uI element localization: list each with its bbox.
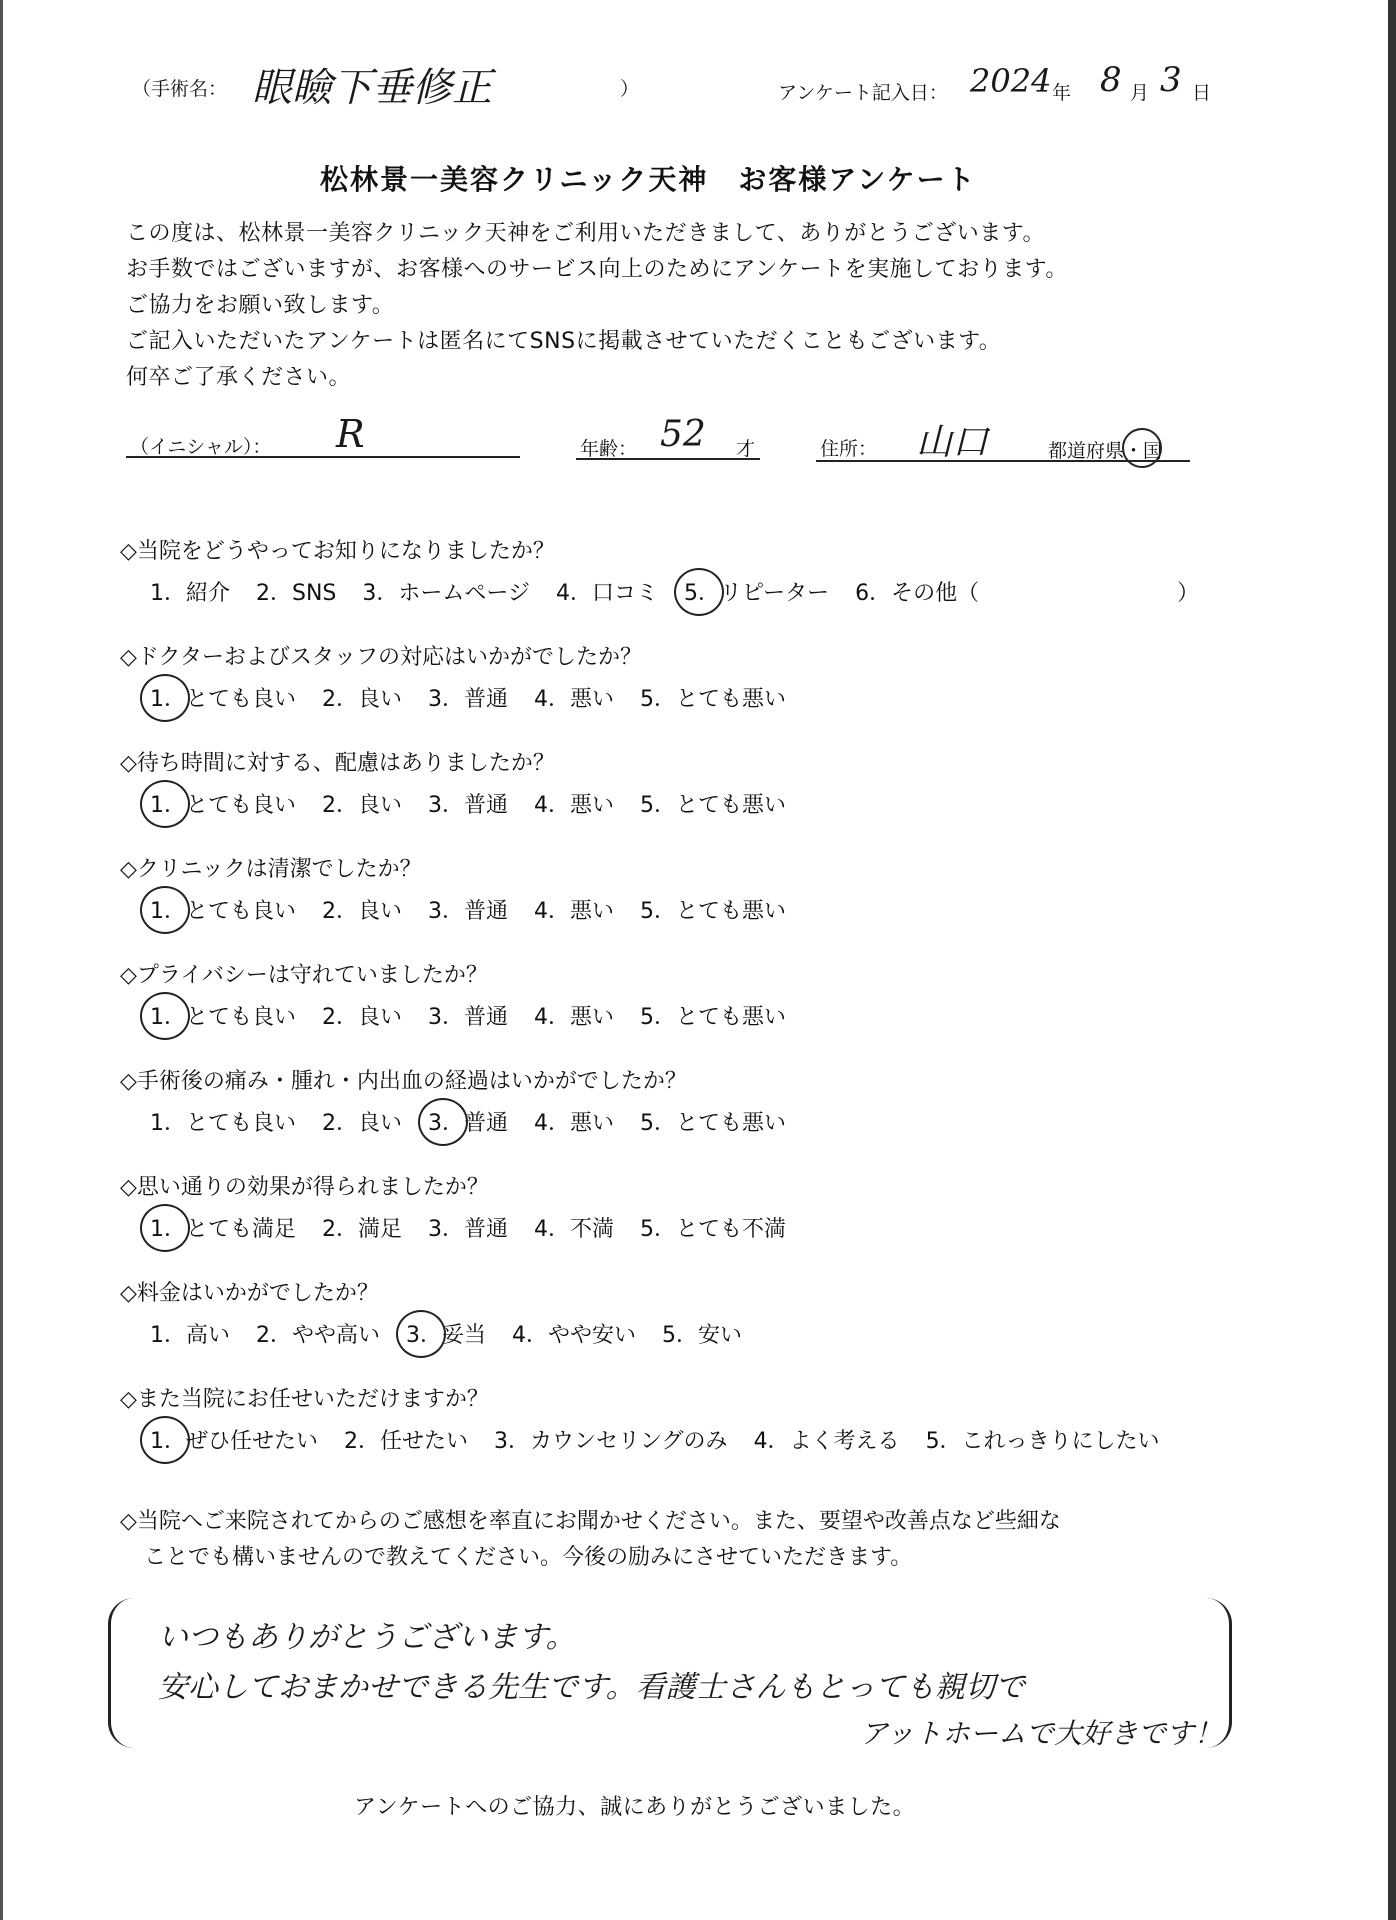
surgery-value: 眼瞼下垂修正	[252, 65, 492, 111]
option[interactable]: 5．これっきりにしたい	[925, 1429, 1160, 1454]
option-selected[interactable]: 1．とても満足	[150, 1212, 296, 1243]
initial-underline	[126, 456, 520, 458]
option[interactable]: 4．悪い	[534, 793, 614, 818]
age-unit: 才	[736, 438, 756, 460]
option[interactable]: 3．ホームページ	[362, 581, 530, 606]
option[interactable]: 5．とても悪い	[640, 1005, 786, 1030]
age-label: 年齢：	[580, 438, 638, 460]
question-options	[150, 576, 1225, 607]
option[interactable]: 4．口コミ	[555, 581, 658, 606]
option[interactable]: 3．普通	[428, 1005, 508, 1030]
question-title: ◇ドクターおよびスタッフの対応はいかがでしたか？	[120, 645, 643, 670]
option[interactable]: 3．普通	[428, 793, 508, 818]
question-title: ◇手術後の痛み・腫れ・内出血の経過はいかがでしたか？	[120, 1069, 687, 1094]
option[interactable]: 2．良い	[322, 899, 402, 924]
feedback-prompt-line2: ことでも構いませんので教えてください。今後の励みにさせていただきます。	[144, 1545, 913, 1570]
option-selected[interactable]: 3．妥当	[406, 1318, 486, 1349]
option[interactable]: 1．とても良い	[150, 1111, 296, 1136]
feedback-prompt-line1: ◇当院へご来院されてからのご感想を率直にお聞かせください。また、要望や改善点など些細な	[120, 1509, 1061, 1534]
intro-line: お手数ではございますが、お客様へのサービス向上のためにアンケートを実施しております。	[126, 257, 1068, 282]
option[interactable]: 6．その他（ ）	[855, 581, 1200, 606]
option[interactable]: 2．良い	[322, 1005, 402, 1030]
scan-edge-right	[1388, 0, 1396, 1920]
address-underline	[816, 460, 1190, 462]
option[interactable]: 5．とても悪い	[640, 793, 786, 818]
option[interactable]: 2．良い	[322, 687, 402, 712]
option[interactable]: 4．やや安い	[512, 1323, 636, 1348]
month-label: 月	[1130, 82, 1150, 104]
option[interactable]: 2．任せたい	[344, 1429, 468, 1454]
question-options	[150, 1000, 812, 1031]
question-title: ◇クリニックは清潔でしたか？	[120, 857, 422, 882]
question-title: ◇プライバシーは守れていましたか？	[120, 963, 488, 988]
option-selected[interactable]: 1．とても良い	[150, 1000, 296, 1031]
option[interactable]: 5．とても悪い	[640, 1111, 786, 1136]
date-month: 8	[1100, 60, 1122, 100]
option[interactable]: 4．悪い	[534, 899, 614, 924]
question-options	[150, 1424, 1186, 1455]
question-options	[150, 894, 812, 925]
intro-line: ご記入いただいたアンケートは匿名にてSNSに掲載させていただくこともございます。	[126, 329, 1002, 354]
intro-line: この度は、松林景一美容クリニック天神をご利用いただきまして、ありがとうございます。	[126, 221, 1045, 246]
option-selected[interactable]: 1．とても良い	[150, 894, 296, 925]
option[interactable]: 2．満足	[322, 1217, 402, 1242]
option[interactable]: 1．紹介	[150, 581, 230, 606]
option[interactable]: 1．高い	[150, 1323, 230, 1348]
question-title: ◇当院をどうやってお知りになりましたか？	[120, 539, 555, 564]
question-options	[150, 1106, 812, 1137]
prefecture-circle	[1122, 428, 1162, 468]
option[interactable]: 4．悪い	[534, 1005, 614, 1030]
option-selected[interactable]: 1．ぜひ任せたい	[150, 1424, 318, 1455]
option[interactable]: 3．普通	[428, 899, 508, 924]
date-day: 3	[1160, 60, 1182, 100]
option-selected[interactable]: 3．普通	[428, 1106, 508, 1137]
address-label: 住所：	[820, 438, 878, 460]
initial-label: （イニシャル）：	[130, 436, 272, 458]
comment-line1: いつもありがとうございます。	[158, 1620, 576, 1655]
question-options	[150, 1318, 768, 1349]
footer-thanks: アンケートへのご協力、誠にありがとうございました。	[354, 1795, 916, 1820]
question-options	[150, 788, 812, 819]
scan-edge-left	[0, 0, 3, 1920]
option[interactable]: 4．悪い	[534, 1111, 614, 1136]
option[interactable]: 3．カウンセリングのみ	[494, 1429, 728, 1454]
page-title: 松林景一美容クリニック天神 お客様アンケート	[320, 163, 977, 196]
surgery-label: （手術名：	[132, 78, 228, 100]
age-value: 52	[660, 414, 706, 455]
option[interactable]: 5．安い	[662, 1323, 742, 1348]
prefecture-options: 都道府県・国	[1048, 440, 1163, 462]
question-options	[150, 1212, 812, 1243]
comment-line3: アットホームで大好きです！	[860, 1717, 1223, 1750]
option-selected[interactable]: 5．リピーター	[684, 576, 829, 607]
option[interactable]: 5．とても悪い	[640, 899, 786, 924]
year-label: 年	[1052, 82, 1072, 104]
address-value: 山口	[916, 422, 989, 463]
question-title: ◇待ち時間に対する、配慮はありましたか？	[120, 751, 555, 776]
option[interactable]: 4．悪い	[534, 687, 614, 712]
option[interactable]: 2．やや高い	[256, 1323, 380, 1348]
surgery-close: ）	[620, 78, 640, 100]
option[interactable]: 5．とても悪い	[640, 687, 786, 712]
option[interactable]: 4．よく考える	[753, 1429, 900, 1454]
option[interactable]: 3．普通	[428, 1217, 508, 1242]
intro-line: ご協力をお願い致します。	[126, 293, 395, 318]
option-selected[interactable]: 1．とても良い	[150, 788, 296, 819]
option[interactable]: 2．良い	[322, 793, 402, 818]
question-title: ◇料金はいかがでしたか？	[120, 1281, 379, 1306]
initial-value: R	[336, 412, 365, 456]
option[interactable]: 3．普通	[428, 687, 508, 712]
intro-line: 何卒ご了承ください。	[126, 365, 352, 390]
date-year: 2024	[970, 62, 1052, 100]
question-title: ◇また当院にお任せいただけますか？	[120, 1387, 489, 1412]
question-options	[150, 682, 812, 713]
question-title: ◇思い通りの効果が得られましたか？	[120, 1175, 489, 1200]
option[interactable]: 2．SNS	[256, 581, 337, 606]
option[interactable]: 5．とても不満	[640, 1217, 786, 1242]
option[interactable]: 2．良い	[322, 1111, 402, 1136]
day-label: 日	[1192, 82, 1212, 104]
option-selected[interactable]: 1．とても良い	[150, 682, 296, 713]
comment-line2: 安心しておまかせできる先生です。看護士さんもとっても親切で	[158, 1670, 1025, 1705]
option[interactable]: 4．不満	[534, 1217, 614, 1242]
age-underline	[576, 458, 760, 460]
date-label: アンケート記入日：	[778, 82, 948, 104]
